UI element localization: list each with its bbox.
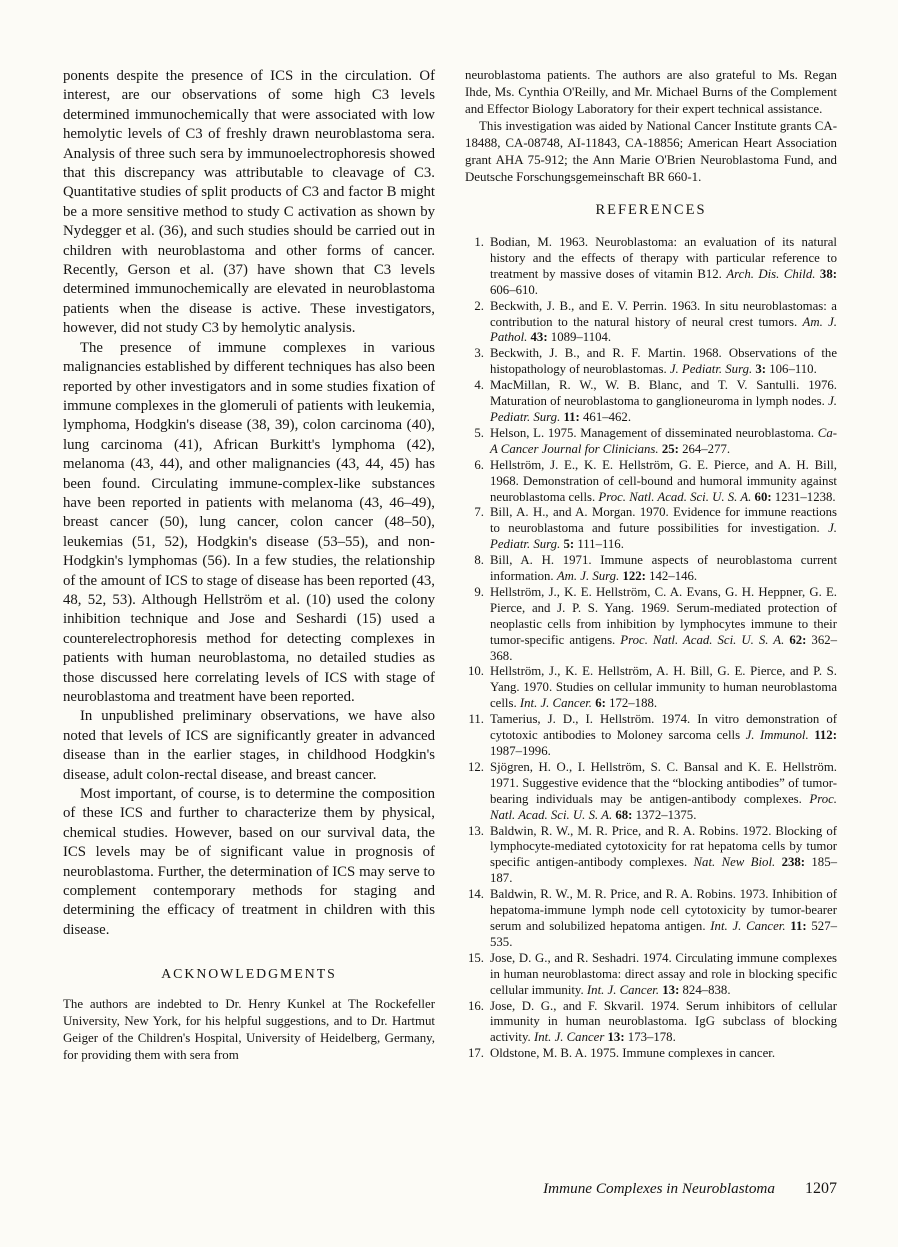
reference-text-segment: 13:: [607, 1030, 625, 1045]
reference-text-segment: Int. J. Cancer.: [586, 982, 663, 997]
reference-text-segment: 38:: [819, 266, 837, 281]
reference-text-segment: 5:: [563, 537, 575, 552]
reference-text-segment: 1372–1375.: [632, 807, 697, 822]
reference-text-segment: 62:: [789, 632, 807, 647]
reference-text-segment: 1231–1238.: [771, 489, 836, 504]
reference-number: 4.: [474, 378, 484, 393]
reference-text-segment: 185–187.: [490, 855, 838, 886]
reference-text-segment: Arch. Dis. Child.: [726, 266, 820, 281]
discussion-paragraph: Most important, of course, is to determine the composition of these ICS and further to characterize them by physical, chemical studies. However, based on our survival data, the ICS levels may be of significant value in prognosis of neuroblastoma. Further, the determination of ICS may serve to complement contemporary methods for staging and determining the efficacy of treatment in children with this disease.: [63, 786, 435, 938]
reference-item: [465, 378, 837, 426]
discussion-paragraph: The presence of immune complexes in various malignancies established by different techniques has also been reported by other investigators and in some studies fixation of immune complexes in the glomeruli of patients with leukemia, lymphoma, Hodgkin's disease (38, 39), colon carcinoma (40), lung carcinoma (41), African Burkitt's lymphoma (42), melanoma (43, 44), and other malignancies (43, 44, 45) has been found. Circulating immune-complex-like substances have been reported in patients with melanoma (43, 46–49), breast cancer (50), lung cancer, colon cancer (48–50), leukemias (51, 52), Hodgkin's disease (53–55), and non-Hodgkin's lymphomas (56). In a few studies, the relationship of the amount of ICS to stage of disease has been reported (43, 48, 52, 53). Although Hellström et al. (10) used the colony inhibition technique and Jose and Seshardi (15) used a counterelectrophoresis method for detecting complexes in patients with human neuroblastoma, no detailed studies as those discussed here correlating levels of ICS with stage of neuroblastoma and treatment have been reported.: [63, 339, 435, 705]
reference-number: 9.: [474, 584, 484, 599]
reference-text-segment: 172–188.: [605, 696, 658, 711]
discussion-paragraphs: [63, 67, 435, 940]
reference-text-segment: Ca-A Cancer Journal for Clinicians.: [490, 425, 837, 456]
reference-text-segment: Helson, L. 1975. Management of disseminated neuroblastoma.: [490, 425, 818, 440]
reference-text-segment: Proc. Natl. Acad. Sci. U. S. A.: [620, 632, 790, 647]
reference-text-segment: 3:: [755, 362, 767, 377]
reference-text-segment: Hellström, J., K. E. Hellström, A. H. Bill, G. E. Pierce, and P. S. Yang. 1970. Studies on cellular immunity to human neuroblastoma cells.: [490, 664, 837, 711]
left-column: [63, 67, 435, 1064]
reference-item: [465, 760, 837, 824]
reference-text-segment: 25:: [661, 441, 679, 456]
reference-text-segment: 461–462.: [579, 409, 632, 424]
reference-text-segment: Jose, D. G., and F. Skvaril. 1974. Serum inhibitors of cellular immunity in human neuroblastoma. IgG subclass of blocking activity.: [490, 998, 837, 1045]
reference-number: 10.: [468, 664, 484, 679]
reference-text-segment: Oldstone, M. B. A. 1975. Immune complexes in cancer.: [490, 1046, 776, 1061]
reference-text-segment: Tamerius, J. D., I. Hellström. 1974. In vitro demonstration of cytotoxic antibodies to Moloney sarcoma cells: [490, 712, 837, 743]
reference-text-segment: 6:: [595, 696, 606, 711]
reference-text-segment: 43:: [530, 330, 548, 345]
reference-text-segment: 1089–1104.: [547, 330, 612, 345]
reference-number: 16.: [468, 998, 484, 1013]
reference-text-segment: 60:: [754, 489, 772, 504]
reference-text-segment: 527–535.: [490, 918, 838, 949]
reference-text-segment: Bodian, M. 1963. Neuroblastoma: an evaluation of its natural history and the effects of therapy with particular reference to treatment by massive doses of vitamin B12.: [490, 235, 837, 281]
reference-text-segment: Jose, D. G., and R. Seshadri. 1974. Circulating immune complexes in human neuroblastoma: direct assay and role in blocking specific cellular immunity.: [490, 950, 837, 997]
reference-text-segment: 606–610.: [490, 282, 538, 297]
reference-item: [465, 426, 837, 458]
reference-text-segment: 824–838.: [679, 982, 731, 997]
acknowledgments-text: The authors are indebted to Dr. Henry Kunkel at The Rockefeller University, New York, for his helpful suggestions, and to Dr. Hartmut Geiger of the Children's Hospital, University of Heidelberg, Germany, for providing them with sera from: [63, 997, 435, 1063]
reference-text-segment: 11:: [563, 409, 580, 424]
reference-number: 14.: [468, 887, 484, 902]
reference-item: [465, 553, 837, 585]
reference-text-segment: 112:: [814, 728, 837, 743]
reference-text-segment: MacMillan, R. W., W. B. Blanc, and T. V. Santulli. 1976. Maturation of neuroblastoma to ganglioneuroma in lymph nodes.: [490, 378, 837, 409]
reference-text-segment: 68:: [615, 807, 633, 822]
reference-text-segment: Int. J. Cancer.: [710, 918, 791, 933]
reference-item: [465, 346, 837, 378]
reference-text-segment: Beckwith, J. B., and R. F. Martin. 1968. Observations of the histopathology of neuroblastomas.: [490, 346, 837, 377]
reference-text-segment: J. Pediatr. Surg.: [669, 362, 756, 377]
reference-text-segment: Bill, A. H. 1971. Immune aspects of neuroblastoma current information.: [490, 553, 837, 584]
reference-number: 5.: [474, 425, 484, 440]
reference-text-segment: Int. J. Cancer: [533, 1030, 608, 1045]
reference-text-segment: Proc. Natl. Acad. Sci. U. S. A.: [598, 489, 755, 504]
reference-text-segment: Am. J. Pathol.: [490, 314, 837, 345]
reference-text-segment: 362–368.: [490, 632, 838, 663]
references-list: [465, 235, 837, 1062]
right-column: [465, 67, 837, 1064]
reference-number: 11.: [468, 712, 484, 727]
reference-number: 1.: [474, 235, 484, 249]
reference-text-segment: Proc. Natl. Acad. Sci. U. S. A.: [490, 791, 837, 822]
reference-number: 12.: [468, 759, 484, 774]
reference-text-segment: J. Pediatr. Surg.: [490, 521, 837, 552]
footer-running-title: Immune Complexes in Neuroblastoma: [543, 1180, 775, 1197]
reference-text-segment: 1987–1996.: [490, 744, 551, 758]
reference-text-segment: Bill, A. H., and A. Morgan. 1970. Evidence for immune reactions to neuroblastoma and future possibilities for investigation.: [490, 505, 837, 536]
reference-item: [465, 299, 837, 347]
reference-text-segment: 13:: [662, 982, 680, 997]
reference-text-segment: 106–110.: [766, 362, 817, 377]
reference-text-segment: Nat. New Biol.: [693, 855, 782, 870]
reference-text-segment: J. Pediatr. Surg.: [490, 394, 837, 424]
reference-item: [465, 664, 837, 712]
reference-text-segment: Beckwith, J. B., and E. V. Perrin. 1963. In situ neuroblastomas: a contribution to the natural history of neural crest tumors.: [490, 298, 837, 329]
reference-text-segment: 264–277.: [678, 441, 731, 456]
reference-item: [465, 999, 837, 1047]
reference-text-segment: Hellström, J., K. E. Hellström, C. A. Evans, G. H. Heppner, G. E. Pierce, and J. P. S. Yang. 1969. Serum-mediated protection of neoplastic cells from inhibition by lymphocytes immune to their tumor-specific antigens.: [490, 584, 837, 647]
discussion-paragraph: In unpublished preliminary observations, we have also noted that levels of ICS are significantly greater in advanced disease than in the earlier stages, in childhood Hodgkin's disease, adult colon-rectal disease, and breast cancer.: [63, 708, 435, 783]
reference-text-segment: Baldwin, R. W., M. R. Price, and R. A. Robins. 1972. Blocking of lymphocyte-mediated cytotoxicity for rat hepatoma cells by tumor specific antigen-antibody complexes.: [490, 823, 837, 870]
acknowledgments-continued: [465, 67, 837, 186]
reference-item: [465, 585, 837, 665]
reference-text-segment: Hellström, J. E., K. E. Hellström, G. E. Pierce, and A. H. Bill, 1968. Demonstration of cell-bound and humoral immunity against neuroblastoma cells.: [490, 457, 837, 504]
reference-text-segment: Sjögren, H. O., I. Hellström, S. C. Bansal and K. E. Hellström. 1971. Suggestive evidence that the “blocking antibodies” of tumor-bearing individuals may be antigen-antibody complexes.: [490, 759, 837, 806]
acknowledgments-paragraph: This investigation was aided by National Cancer Institute grants CA-18488, CA-08748, AI-11843, CA-18856; American Heart Association grant AHA 75-912; the Ann Marie O'Brien Neuroblastoma Fund, and Deutsche Forschungsgemeinschaft BR 660-1.: [465, 119, 837, 184]
reference-item: [465, 951, 837, 999]
reference-text-segment: 111–116.: [574, 537, 624, 552]
reference-number: 7.: [474, 505, 484, 520]
page-footer: [543, 1180, 837, 1198]
reference-text-segment: 238:: [781, 855, 806, 870]
reference-number: 3.: [474, 346, 484, 361]
reference-number: 2.: [474, 298, 484, 313]
footer-page-number: 1207: [805, 1180, 837, 1197]
reference-number: 17.: [468, 1046, 484, 1061]
reference-text-segment: 122:: [622, 569, 646, 584]
acknowledgments-paragraph: neuroblastoma patients. The authors are also grateful to Ms. Regan Ihde, Ms. Cynthia O'Reilly, and Mr. Michael Burns of the Complement and Effector Biology Laboratory for their expert technical assistance.: [465, 68, 837, 116]
reference-item: [465, 1046, 837, 1062]
reference-item: [465, 458, 837, 506]
reference-item: [465, 505, 837, 553]
reference-number: 15.: [468, 950, 484, 965]
references-heading: REFERENCES: [595, 202, 707, 218]
reference-text-segment: 173–178.: [624, 1030, 676, 1045]
reference-item: [465, 824, 837, 888]
reference-number: 6.: [474, 457, 484, 472]
reference-number: 13.: [468, 823, 484, 838]
reference-item: [465, 887, 837, 951]
reference-text-segment: Int. J. Cancer.: [519, 696, 596, 711]
reference-number: 8.: [474, 553, 484, 568]
reference-text-segment: 11:: [790, 918, 807, 933]
reference-text-segment: Am. J. Surg.: [556, 569, 623, 584]
reference-item: [465, 235, 837, 299]
acknowledgments-heading: ACKNOWLEDGMENTS: [161, 966, 337, 982]
reference-text-segment: J. Immunol.: [745, 728, 815, 743]
reference-text-segment: 142–146.: [645, 569, 698, 584]
reference-text-segment: Baldwin, R. W., M. R. Price, and R. A. Robins. 1973. Inhibition of hepatoma-immune lymph node cell cytotoxicity by tumor-bearer serum and solubilized hepatoma antigen.: [490, 887, 837, 933]
discussion-paragraph: ponents despite the presence of ICS in the circulation. Of interest, are our observations of some high C3 levels determined immunochemically that were associated with low hemolytic levels of C3 of freshly drawn neuroblastoma sera. Analysis of three such sera by immunoelectrophoresis showed that this discrepancy was attributable to cleavage of C3. Quantitative studies of split products of C3 and factor B might be a more sensitive method to study C activation as shown by Nydegger et al. (36), and such studies should be carried out in children with neuroblastoma and other forms of cancer. Recently, Gerson et al. (37) have shown that C3 levels determined immunochemically are elevated in neuroblastoma patients when the disease is active. These investigators, however, did not study C3 by hemolytic analysis.: [63, 68, 435, 337]
reference-item: [465, 712, 837, 760]
